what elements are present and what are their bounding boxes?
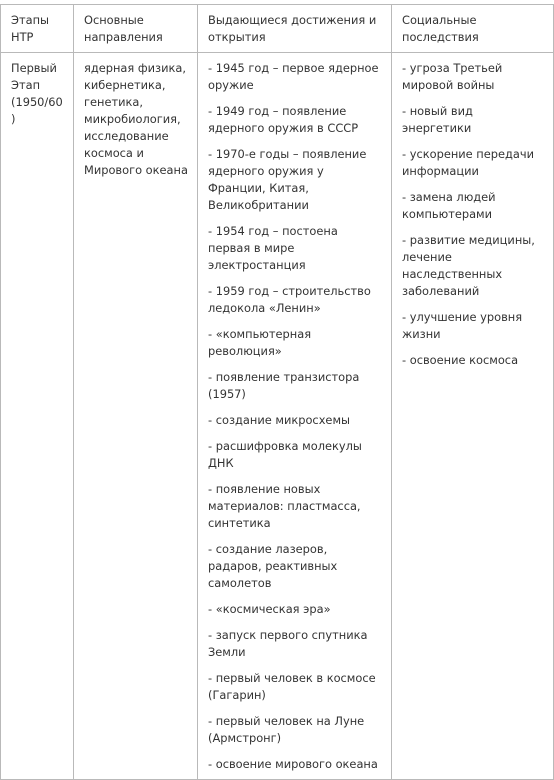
achievement-item: - расшифровка молекулы ДНК <box>208 439 362 470</box>
achievement-item: - появление транзистора (1957) <box>208 370 360 401</box>
achievement-item: - создание микросхемы <box>208 413 351 427</box>
achievement-item: - создание лазеров, радаров, реактивных самолетов <box>208 542 338 590</box>
stage-text: Первый Этап (1950/60) <box>11 61 63 126</box>
achievement-item: - 1949 год – появление ядерного оружия в СССР <box>208 104 359 135</box>
consequence-item: - освоение космоса <box>402 353 519 367</box>
achievement-item: - освоение мирового океана <box>208 757 378 771</box>
consequence-item: - ускорение передачи информации <box>402 147 534 178</box>
consequence-item: - угроза Третьей мировой войны <box>402 61 503 92</box>
header-achievements: Выдающиеся достижения и открытия <box>198 5 392 53</box>
header-stages: Этапы НТР <box>1 5 74 53</box>
table-row <box>1 53 554 780</box>
achievement-item: - «компьютерная революция» <box>208 327 312 358</box>
achievement-item: - 1945 год – первое ядерное оружие <box>208 61 379 92</box>
consequence-item: - развитие медицины, лечение наследственных заболеваний <box>402 233 535 298</box>
consequence-item: - улучшение уровня жизни <box>402 310 523 341</box>
ntr-table <box>0 4 554 780</box>
consequence-item: - новый вид энергетики <box>402 104 473 135</box>
consequence-item: - замена людей компьютерами <box>402 190 496 221</box>
header-row <box>1 5 554 53</box>
table-header <box>1 5 554 53</box>
directions-cell <box>74 53 198 780</box>
achievement-item: - 1954 год – постоена первая в мире электростанция <box>208 224 338 272</box>
consequences-cell <box>392 53 554 780</box>
achievements-cell <box>198 53 392 780</box>
directions-text: ядерная физика, кибернетика, генетика, микробиология, исследование космоса и Мирового океана <box>84 61 188 177</box>
achievement-item: - «космическая эра» <box>208 602 331 616</box>
achievement-item: - первый человек на Луне (Армстронг) <box>208 714 365 745</box>
header-consequences: Социальные последствия <box>392 5 554 53</box>
achievement-item: - первый человек в космосе (Гагарин) <box>208 671 376 702</box>
achievement-item: - 1970-е годы – появление ядерного оружия у Франции, Китая, Великобритании <box>208 147 367 212</box>
achievement-item: - запуск первого спутника Земли <box>208 628 368 659</box>
stage-cell <box>1 53 74 780</box>
achievement-item: - 1959 год – строительство ледокола «Ленин» <box>208 284 371 315</box>
achievement-item: - появление новых материалов: пластмасса, синтетика <box>208 482 361 530</box>
header-directions: Основные направления <box>74 5 198 53</box>
table-body <box>1 53 554 780</box>
